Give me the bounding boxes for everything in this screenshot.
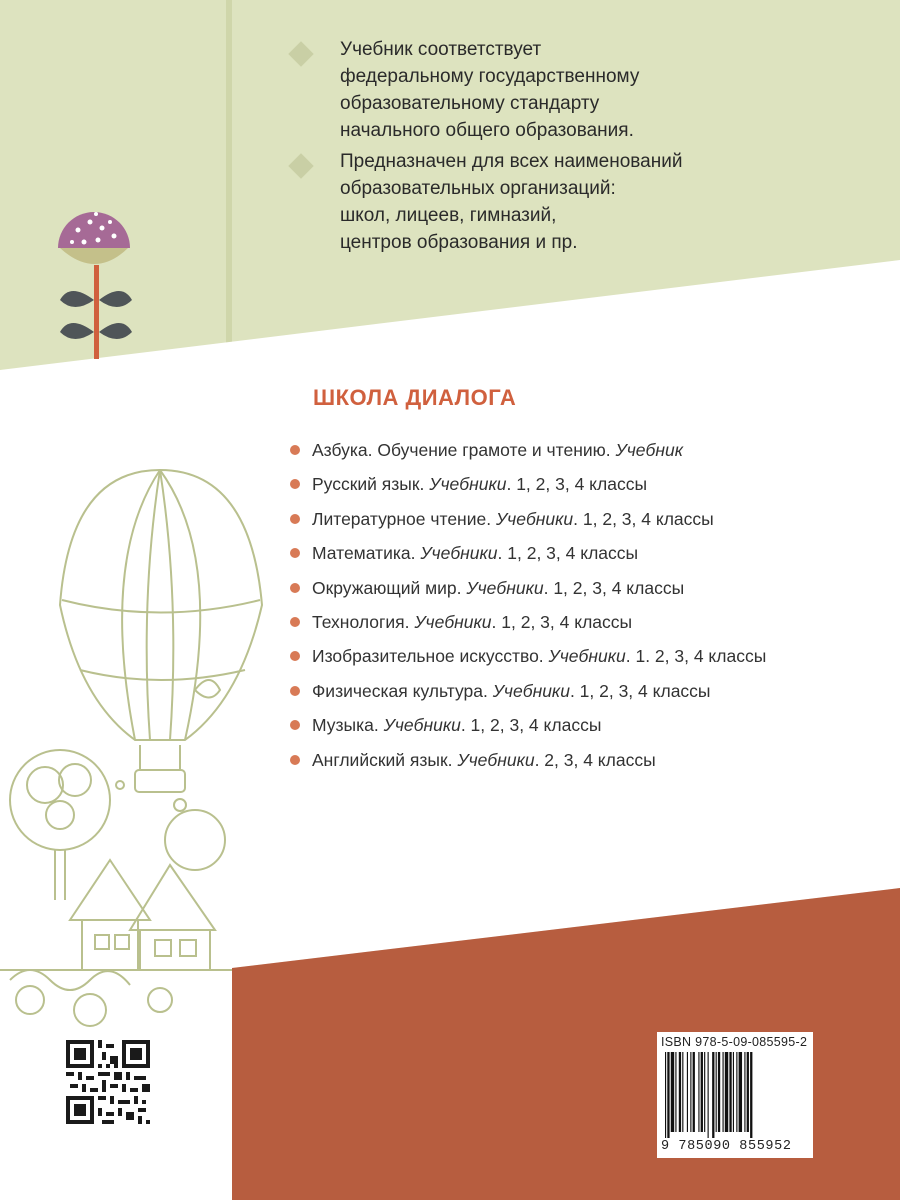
- barcode-bar: [704, 1052, 705, 1132]
- book-grades: . 1, 2, 3, 4 классы: [506, 474, 648, 495]
- barcode-bar: [671, 1052, 674, 1132]
- barcode: [665, 1052, 805, 1138]
- book-subject: Технология.: [312, 611, 410, 632]
- book-item: [290, 472, 766, 506]
- notice-1-line: образовательному стандарту: [340, 93, 600, 114]
- book-type: Учебники: [492, 680, 570, 701]
- book-bullet: [290, 445, 300, 455]
- book-grades: . 2, 3, 4 классы: [534, 749, 656, 770]
- notice-1-line: начального общего образования.: [340, 120, 634, 141]
- book-bullet: [290, 651, 300, 661]
- book-type: Учебники: [548, 646, 626, 667]
- book-bullet: [290, 479, 300, 489]
- book-grades: . 1, 2, 3, 4 классы: [460, 715, 602, 736]
- book-bullet: [290, 548, 300, 558]
- barcode-digits: 9 785090 855952: [661, 1139, 792, 1154]
- barcode-bar: [718, 1052, 720, 1132]
- book-item: [290, 644, 766, 678]
- isbn-label: ISBN 978-5-09-085595-2: [661, 1035, 808, 1049]
- barcode-bar: [665, 1052, 666, 1138]
- book-type: Учебник: [615, 440, 683, 460]
- barcode-bar: [675, 1052, 676, 1132]
- notice-2-line: школ, лицеев, гимназий,: [340, 205, 557, 226]
- notice-1-line: Учебник соответствует: [340, 39, 542, 60]
- book-subject: Математика.: [312, 543, 416, 564]
- barcode-bar: [729, 1052, 731, 1132]
- series-title: ШКОЛА ДИАЛОГА: [313, 385, 517, 410]
- book-subject: Русский язык.: [312, 474, 425, 495]
- book-bullet: [290, 583, 300, 593]
- book-type: Учебники: [466, 577, 544, 598]
- book-bullet: [290, 755, 300, 765]
- notice-1-line: федеральному государственному: [340, 66, 640, 87]
- barcode-bar: [750, 1052, 752, 1138]
- book-item: [290, 713, 766, 747]
- book-grades: . 1, 2, 3, 4 классы: [497, 543, 639, 564]
- book-type: Учебники: [414, 611, 492, 632]
- book-bullet: [290, 686, 300, 696]
- book-subject: Литературное чтение.: [312, 508, 492, 529]
- book-bullet: [290, 617, 300, 627]
- book-subject: Английский язык.: [312, 749, 453, 770]
- barcode-bar: [682, 1052, 683, 1132]
- book-grades: . 1, 2, 3, 4 классы: [543, 577, 685, 598]
- notice-1: [340, 36, 639, 144]
- book-type: Учебники: [420, 543, 498, 564]
- book-grades: . 1, 2, 3, 4 классы: [491, 611, 633, 632]
- book-item: [290, 610, 766, 644]
- notice-2-line: образовательных организаций:: [340, 178, 616, 199]
- book-subject: Окружающий мир.: [312, 577, 462, 598]
- barcode-bar: [693, 1052, 695, 1132]
- book-type: Учебники: [457, 749, 535, 770]
- book-item: [290, 748, 766, 782]
- notice-2-line: Предназначен для всех наименований: [340, 151, 683, 172]
- book-item: [290, 679, 766, 713]
- book-bullet: [290, 514, 300, 524]
- barcode-bar: [733, 1052, 734, 1132]
- barcode-bar: [744, 1052, 745, 1132]
- barcode-bar: [747, 1052, 749, 1132]
- book-item: [290, 507, 766, 541]
- book-grades: . 1. 2, 3, 4 классы: [625, 646, 767, 667]
- book-item: [290, 576, 766, 610]
- barcode-bar: [679, 1052, 681, 1132]
- book-type: Учебники: [495, 508, 574, 529]
- barcode-bar: [725, 1052, 728, 1132]
- book-grades: . 1, 2, 3, 4 классы: [573, 508, 714, 529]
- barcode-bar: [739, 1052, 742, 1132]
- barcode-bar: [716, 1052, 717, 1132]
- book-type: Учебники: [383, 715, 461, 736]
- book-type: Учебники: [429, 474, 507, 495]
- book-subject: Музыка.: [312, 715, 379, 736]
- barcode-bar: [690, 1052, 691, 1132]
- book-list: [290, 438, 766, 782]
- book-item: [290, 541, 766, 575]
- book-item: [290, 438, 766, 472]
- barcode-bar: [708, 1052, 709, 1138]
- barcode-bar: [712, 1052, 714, 1138]
- notice-2-line: центров образования и пр.: [340, 232, 578, 253]
- book-subject: Физическая культура.: [312, 680, 488, 701]
- notice-2: [340, 148, 682, 256]
- book-subject: Изобразительное искусство.: [312, 646, 544, 667]
- barcode-bar: [723, 1052, 724, 1132]
- book-grades: . 1, 2, 3, 4 классы: [569, 680, 711, 701]
- barcode-bar: [667, 1052, 669, 1138]
- book-subject: Азбука. Обучение грамоте и чтению.: [312, 440, 611, 460]
- book-bullet: [290, 720, 300, 730]
- isbn-block: [657, 1032, 813, 1158]
- qr-code[interactable]: [66, 1040, 150, 1124]
- barcode-bar: [736, 1052, 737, 1132]
- barcode-bar: [701, 1052, 703, 1132]
- barcode-bar: [687, 1052, 688, 1132]
- barcode-bar: [698, 1052, 699, 1132]
